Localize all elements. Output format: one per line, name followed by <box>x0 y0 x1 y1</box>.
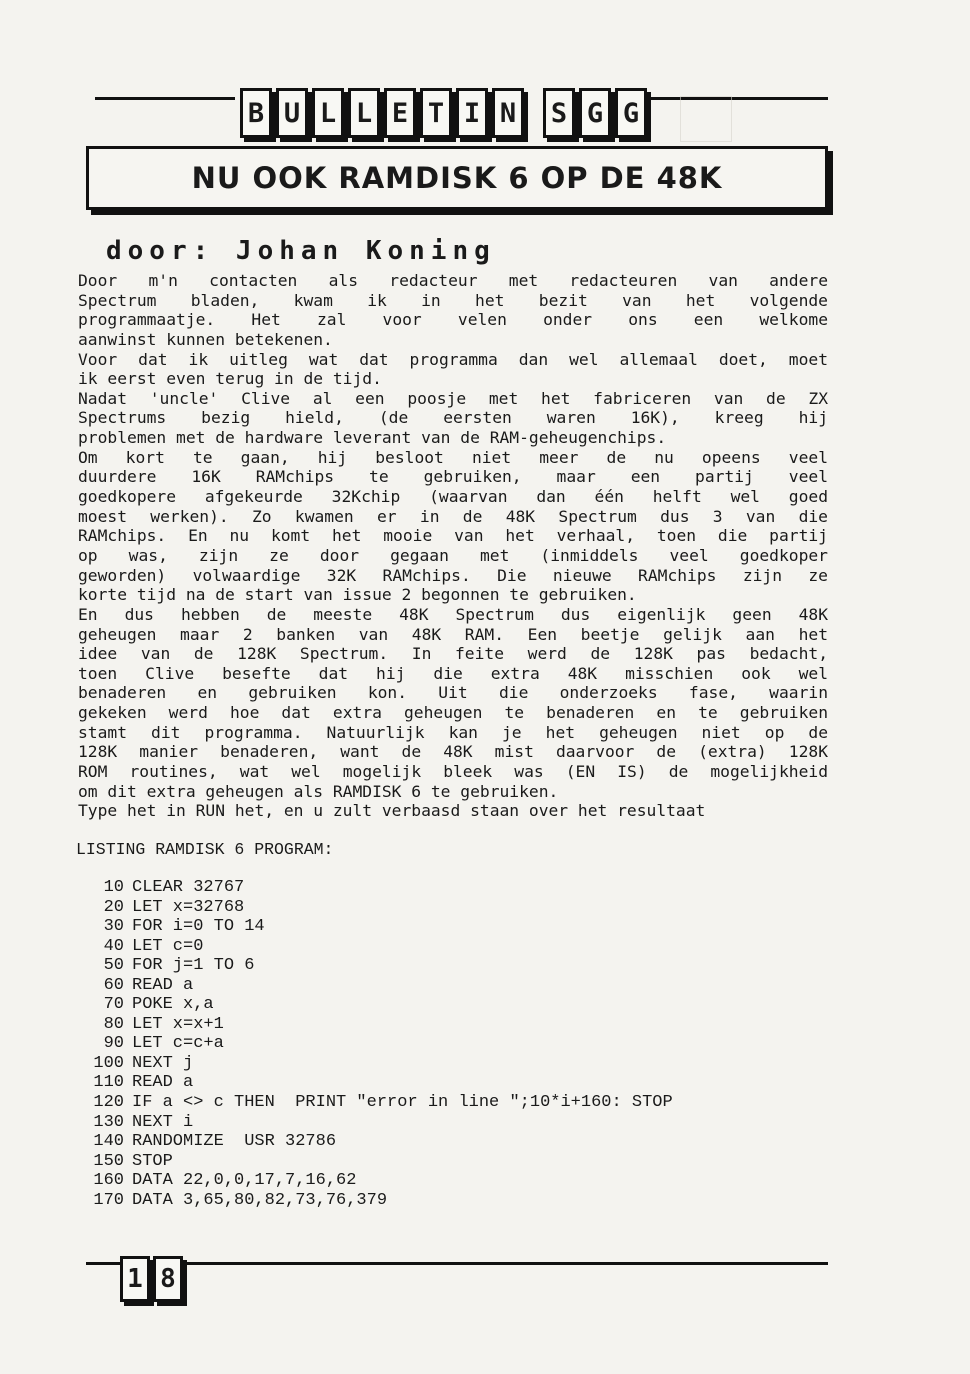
text-line: benaderen en gebruiken kon. Uit die onderzoeks fase, waarin <box>78 683 828 703</box>
listing-line <box>76 995 673 1015</box>
text-line: korte tijd na de start van issue 2 begonnen te gebruiken. <box>78 585 637 605</box>
listing-line <box>76 956 673 976</box>
text-line: om dit extra geheugen als RAMDISK 6 te gebruiken. <box>78 781 559 801</box>
masthead-letter-glyph: I <box>463 97 481 129</box>
masthead-letter <box>348 88 380 138</box>
text-line: geworden) volwaardige 32K RAMchips. Die nieuwe RAMchips zijn ze <box>78 565 828 585</box>
text-line: geheugen maar 2 banken van 48K RAM. Een beetje gelijk aan het <box>78 624 828 644</box>
line-code: FOR j=1 TO 6 <box>132 956 255 976</box>
article-title-banner <box>86 146 828 210</box>
line-number: 70 <box>103 995 124 1015</box>
masthead-club-letter-glyph: S <box>550 97 568 129</box>
text-line: Voor dat ik uitleg wat dat programma dan wel allemaal doet, moet <box>78 349 828 369</box>
line-code: DATA 22,0,0,17,7,16,62 <box>132 1171 357 1191</box>
masthead-club-letter-glyph: G <box>586 97 604 129</box>
text-line: Om kort te gaan, hij besloot niet meer de nu opeens veel <box>78 447 828 467</box>
line-number: 60 <box>103 975 124 995</box>
line-number: 100 <box>93 1053 124 1073</box>
masthead-letter <box>420 88 452 138</box>
listing-line <box>76 898 673 918</box>
text-line: duurdere 16K RAMchips te gebruiken, maar een partij veel <box>78 467 828 487</box>
line-code: LET c=c+a <box>132 1034 224 1054</box>
listing-line <box>76 1034 673 1054</box>
page-number <box>120 1256 186 1302</box>
listing-title: LISTING RAMDISK 6 PROGRAM: <box>76 840 334 859</box>
line-code: CLEAR 32767 <box>132 878 245 897</box>
masthead-letter-glyph: L <box>319 97 337 129</box>
footer-rule <box>86 1262 828 1265</box>
text-line: goedkopere afgekeurde 32Kchip (waarvan dan één helft wel goed <box>78 487 828 507</box>
text-line: Door m'n contacten als redacteur met redacteuren van andere <box>78 271 828 290</box>
text-line: aanwinst kunnen betekenen. <box>78 329 333 349</box>
line-number: 120 <box>93 1093 124 1113</box>
text-line: ROM routines, wat wel mogelijk bleek was (EN IS) de mogelijkheid <box>78 762 828 782</box>
masthead-letter <box>384 88 416 138</box>
listing-line <box>76 1054 673 1074</box>
line-number: 170 <box>93 1190 124 1210</box>
text-line: Spectrum bladen, kwam ik in het bezit van het volgende <box>78 290 828 310</box>
line-number: 90 <box>103 1034 124 1054</box>
masthead-club-letter <box>615 88 647 138</box>
bulletin-masthead <box>240 88 650 138</box>
header-rule-left <box>95 97 235 100</box>
line-code: LET c=0 <box>132 936 204 956</box>
masthead-club-letter-glyph: G <box>622 97 640 129</box>
masthead-letter <box>456 88 488 138</box>
line-number: 10 <box>103 878 124 897</box>
page-number-digit-glyph: 8 <box>160 1264 176 1294</box>
line-code: LET x=32768 <box>132 897 245 917</box>
line-code: STOP <box>132 1151 173 1171</box>
line-number: 20 <box>103 897 124 917</box>
listing-line <box>76 1152 673 1172</box>
page-number-digit-glyph: 1 <box>127 1264 143 1294</box>
line-code: NEXT j <box>132 1053 194 1073</box>
line-code: READ a <box>132 1073 194 1093</box>
text-line: programmaatje. Het zal voor velen onder ons een welkome <box>78 310 828 330</box>
byline: door: Johan Koning <box>106 236 496 266</box>
text-line: moest werken). Zo kwamen er in de 48K Spectrum dus 3 van die <box>78 506 828 526</box>
line-number: 30 <box>103 917 124 937</box>
line-number: 130 <box>93 1112 124 1132</box>
listing-line <box>76 976 673 996</box>
line-code: IF a <> c THEN PRINT "error in line ";10*i+160: STOP <box>132 1093 673 1113</box>
masthead-club-letter <box>579 88 611 138</box>
masthead-letter-glyph: N <box>499 97 517 129</box>
masthead-letter <box>492 88 524 138</box>
listing-line <box>76 1015 673 1035</box>
listing-line <box>76 1171 673 1191</box>
listing-line <box>76 917 673 937</box>
masthead-gap <box>528 88 542 138</box>
line-code: FOR i=0 TO 14 <box>132 917 265 937</box>
line-code: LET x=x+1 <box>132 1014 224 1034</box>
text-line: op was, zijn ze door gegaan met (inmiddels veel goedkoper <box>78 545 828 565</box>
line-number: 150 <box>93 1151 124 1171</box>
text-line: toen Clive besefte dat hij die extra 48K misschien ook wel <box>78 663 828 683</box>
listing-line <box>76 937 673 957</box>
masthead-letter-glyph: L <box>355 97 373 129</box>
listing-line <box>76 1073 673 1093</box>
text-line: problemen met de hardware leverant van de RAM-geheugenchips. <box>78 428 667 448</box>
text-line: RAMchips. En nu komt het mooie van het verhaal, toen die partij <box>78 526 828 546</box>
line-number: 110 <box>93 1073 124 1093</box>
listing-line <box>76 1132 673 1152</box>
masthead-letter-glyph: U <box>283 97 301 129</box>
page-number-digit <box>153 1256 183 1302</box>
text-line: ik eerst even terug in de tijd. <box>78 369 382 389</box>
line-number: 140 <box>93 1132 124 1152</box>
listing-line <box>76 1191 673 1211</box>
text-line: En dus hebben de meeste 48K Spectrum dus eigenlijk geen 48K <box>78 604 828 624</box>
masthead-letter-glyph: T <box>427 97 445 129</box>
masthead-letter-glyph: E <box>391 97 409 129</box>
masthead-club-letter <box>543 88 575 138</box>
line-number: 160 <box>93 1171 124 1191</box>
listing-line <box>76 878 673 898</box>
line-number: 40 <box>103 936 124 956</box>
basic-listing <box>76 878 673 1210</box>
text-line: 128K manier benaderen, want de 48K mist daarvoor de (extra) 128K <box>78 742 828 762</box>
line-code: RANDOMIZE USR 32786 <box>132 1132 337 1152</box>
line-number: 80 <box>103 1014 124 1034</box>
masthead-letter <box>240 88 272 138</box>
masthead-letter-glyph: B <box>247 97 265 129</box>
text-line: stamt dit programma. Natuurlijk kan je het geheugen niet op de <box>78 722 828 742</box>
text-line: gekeken werd hoe dat extra geheugen te benaderen en te gebruiken <box>78 703 828 723</box>
line-number: 50 <box>103 956 124 976</box>
line-code: POKE x,a <box>132 995 214 1015</box>
listing-line <box>76 1093 673 1113</box>
text-line: Spectrums bezig hield, (de eersten waren 16K), kreeg hij <box>78 408 828 428</box>
line-code: NEXT i <box>132 1112 194 1132</box>
page-number-digit <box>120 1256 150 1302</box>
text-line: idee van de 128K Spectrum. In feite werd de 128K pas bedacht, <box>78 644 828 664</box>
line-code: DATA 3,65,80,82,73,76,379 <box>132 1190 388 1210</box>
article-title: NU OOK RAMDISK 6 OP DE 48K <box>191 161 723 195</box>
faint-background-box <box>680 96 732 142</box>
text-line: Type het in RUN het, en u zult verbaasd staan over het resultaat <box>78 801 706 821</box>
text-line: Nadat 'uncle' Clive al een poosje met het fabriceren van de ZX <box>78 388 828 408</box>
line-code: READ a <box>132 975 194 995</box>
listing-line <box>76 1113 673 1133</box>
masthead-letter <box>312 88 344 138</box>
article-body <box>78 271 828 821</box>
masthead-letter <box>276 88 308 138</box>
